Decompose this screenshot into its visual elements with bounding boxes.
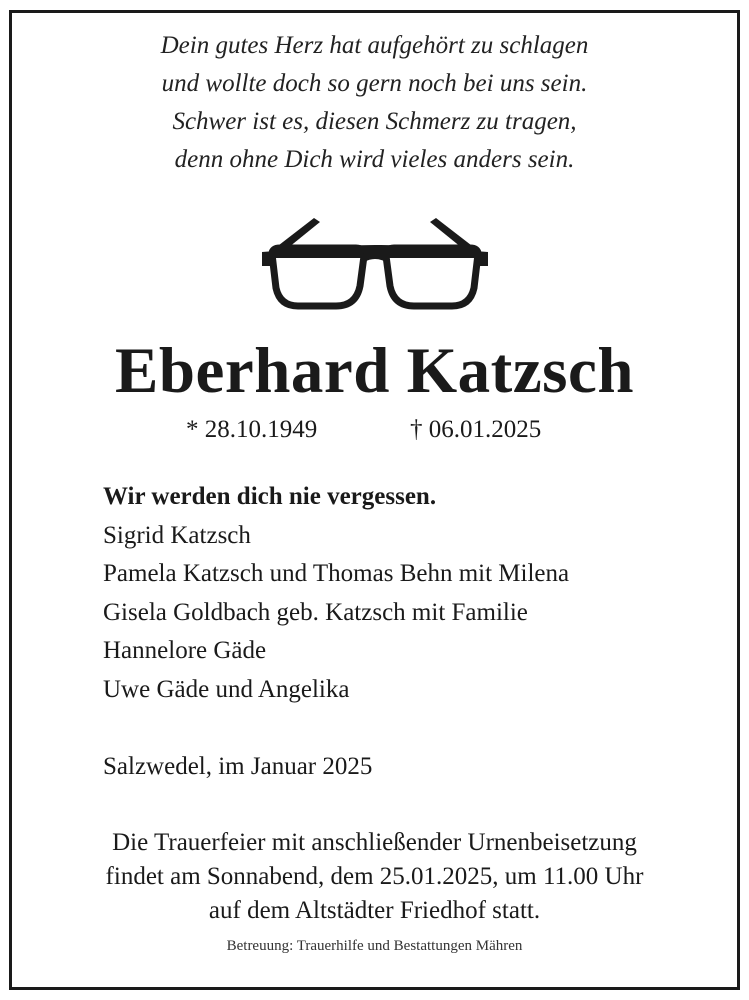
- funeral-home-credit: Betreuung: Trauerhilfe und Bestattungen Mähren: [226, 938, 523, 954]
- ceremony-line: Die Trauerfeier mit anschließender Urnenbeisetzung: [112, 829, 637, 856]
- mourner-name: Gisela Goldbach geb. Katzsch mit Familie: [103, 598, 528, 626]
- mourners-headline: Wir werden dich nie vergessen.: [103, 483, 437, 510]
- death-date: † 06.01.2025: [410, 416, 542, 443]
- mourner-name: Sigrid Katzsch: [103, 521, 251, 549]
- mourner-name: Hannelore Gäde: [103, 637, 267, 664]
- poem-line: Schwer ist es, diesen Schmerz zu tragen,: [172, 108, 577, 135]
- poem-line: Dein gutes Herz hat aufgehört zu schlagen: [160, 32, 589, 59]
- ceremony-line: auf dem Altstädter Friedhof statt.: [208, 897, 541, 924]
- poem-line: denn ohne Dich wird vieles anders sein.: [174, 146, 575, 173]
- glasses-icon: [256, 208, 494, 312]
- deceased-name: Eberhard Katzsch: [115, 335, 634, 407]
- poem-line: und wollte doch so gern noch bei uns sein.: [161, 70, 588, 97]
- ceremony-line: findet am Sonnabend, dem 25.01.2025, um 11.00 Uhr: [105, 863, 644, 890]
- place-date: Salzwedel, im Januar 2025: [103, 753, 373, 780]
- mourner-name: Uwe Gäde und Angelika: [103, 675, 350, 703]
- poem: [0, 27, 749, 179]
- mourners-list: [103, 478, 569, 709]
- ceremony-notice: [0, 826, 749, 928]
- birth-date: * 28.10.1949: [186, 416, 318, 443]
- mourner-name: Pamela Katzsch und Thomas Behn mit Milena: [103, 560, 570, 587]
